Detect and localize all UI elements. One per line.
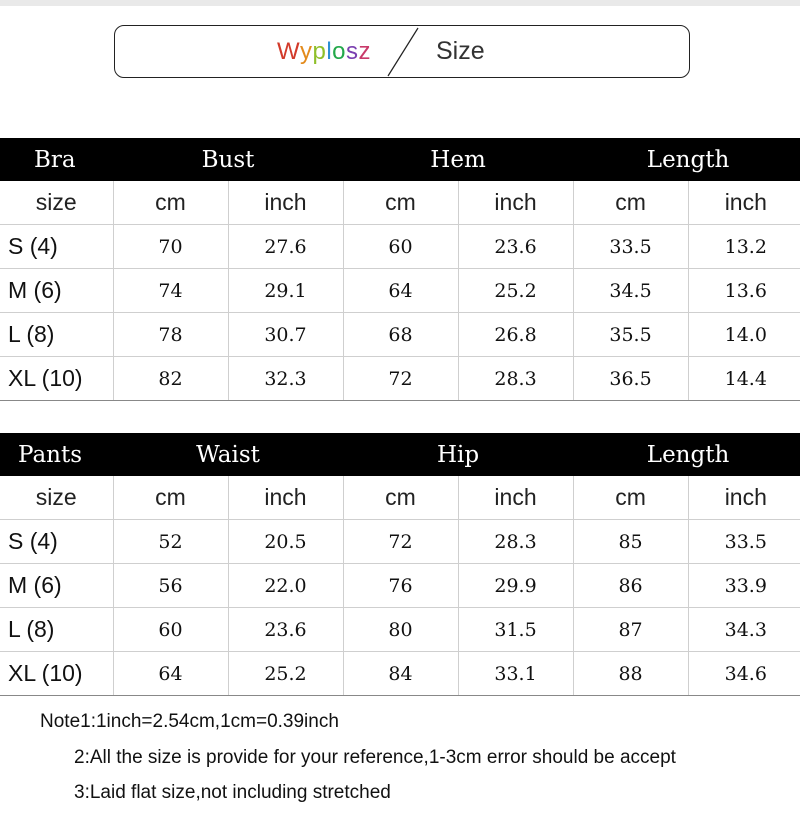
measurement-cell: 20.5 [228,520,343,564]
measurement-cell: 30.7 [228,313,343,357]
measurement-cell: 33.9 [688,564,800,608]
brand-letter: y [299,38,313,65]
measurement-cell: 33.5 [573,225,688,269]
length-group-label: Length [573,138,800,181]
measurement-cell: 78 [113,313,228,357]
measurement-cell: 28.3 [458,520,573,564]
measurement-cell: 85 [573,520,688,564]
table-row [0,313,800,357]
brand-letter: z [358,38,372,65]
measurement-cell: 31.5 [458,608,573,652]
unit-header: cm [573,181,688,225]
measurement-cell: 14.0 [688,313,800,357]
unit-header: inch [228,476,343,520]
measurement-cell: 64 [343,269,458,313]
size-column-header: size [0,181,113,225]
table-row [0,357,800,401]
measurement-cell: 33.1 [458,652,573,696]
measurement-cell: 52 [113,520,228,564]
pants-unit-row [0,476,800,520]
measurement-cell: 29.9 [458,564,573,608]
note-conversion: Note1:1inch=2.54cm,1cm=0.39inch [40,711,339,732]
measurement-cell: 74 [113,269,228,313]
unit-header: cm [113,181,228,225]
measurement-cell: 25.2 [458,269,573,313]
measurement-cell: 14.4 [688,357,800,401]
note-laid-flat: 3:Laid flat size,not including stretched [74,782,391,803]
hip-group-label: Hip [343,433,573,476]
measurement-cell: 76 [343,564,458,608]
unit-header: cm [343,476,458,520]
pants-size-table [0,433,800,696]
unit-header: cm [113,476,228,520]
waist-group-label: Waist [113,433,343,476]
measurement-cell: 34.6 [688,652,800,696]
measurement-cell: 26.8 [458,313,573,357]
note-reference: 2:All the size is provide for your reference,1-3cm error should be accept [74,747,676,768]
measurement-cell: 68 [343,313,458,357]
measurement-cell: 82 [113,357,228,401]
unit-header: inch [458,181,573,225]
bust-group-label: Bust [113,138,343,181]
measurement-cell: 27.6 [228,225,343,269]
table-row [0,520,800,564]
brand-letter: W [277,38,300,65]
unit-header: inch [458,476,573,520]
measurement-cell: 34.5 [573,269,688,313]
size-cell: M (6) [0,564,113,608]
measurement-cell: 86 [573,564,688,608]
size-cell: S (4) [0,225,113,269]
bra-category-label: Bra [0,138,113,181]
measurement-cell: 72 [343,357,458,401]
slash-divider [382,26,424,78]
measurement-cell: 64 [113,652,228,696]
measurement-cell: 23.6 [228,608,343,652]
measurement-cell: 25.2 [228,652,343,696]
measurement-cell: 29.1 [228,269,343,313]
measurement-cell: 72 [343,520,458,564]
size-cell: L (8) [0,608,113,652]
table-row [0,225,800,269]
size-cell: XL (10) [0,357,113,401]
size-column-header: size [0,476,113,520]
measurement-cell: 56 [113,564,228,608]
measurement-cell: 22.0 [228,564,343,608]
measurement-cell: 32.3 [228,357,343,401]
measurement-cell: 87 [573,608,688,652]
pants-category-label: Pants [0,433,113,476]
measurement-cell: 88 [573,652,688,696]
unit-header: inch [228,181,343,225]
bra-header-row [0,138,800,181]
table-row [0,608,800,652]
size-cell: S (4) [0,520,113,564]
measurement-cell: 35.5 [573,313,688,357]
size-cell: XL (10) [0,652,113,696]
measurement-cell: 13.6 [688,269,800,313]
measurement-cell: 84 [343,652,458,696]
size-label: Size [436,37,485,65]
unit-header: inch [688,476,800,520]
table-row [0,564,800,608]
pants-header-row [0,433,800,476]
top-divider [0,0,800,6]
measurement-cell: 70 [113,225,228,269]
measurement-cell: 28.3 [458,357,573,401]
measurement-cell: 23.6 [458,225,573,269]
measurement-cell: 33.5 [688,520,800,564]
measurement-cell: 80 [343,608,458,652]
table-row [0,269,800,313]
size-cell: M (6) [0,269,113,313]
measurement-cell: 34.3 [688,608,800,652]
hem-group-label: Hem [343,138,573,181]
brand-name [277,38,371,66]
brand-letter: s [346,38,359,65]
brand-letter: p [312,38,327,65]
unit-header: inch [688,181,800,225]
brand-letter: l [326,38,333,65]
measurement-cell: 36.5 [573,357,688,401]
bra-unit-row [0,181,800,225]
measurement-cell: 60 [343,225,458,269]
unit-header: cm [573,476,688,520]
measurement-cell: 13.2 [688,225,800,269]
table-row [0,652,800,696]
length-group-label: Length [573,433,800,476]
bra-size-table [0,138,800,401]
unit-header: cm [343,181,458,225]
brand-letter: o [332,38,347,65]
size-cell: L (8) [0,313,113,357]
measurement-cell: 60 [113,608,228,652]
